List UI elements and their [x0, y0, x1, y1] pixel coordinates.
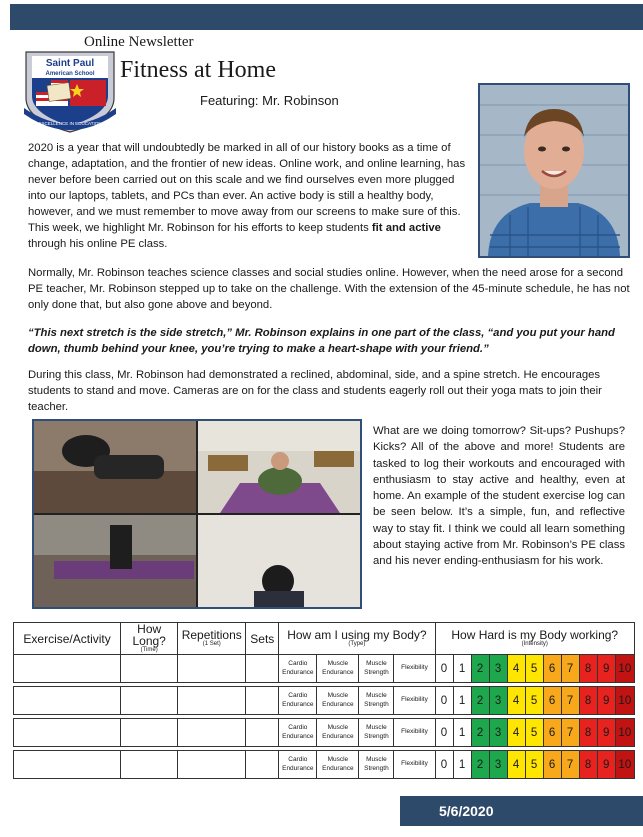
intensity-option[interactable]: 3 — [489, 687, 507, 715]
sets-cell[interactable] — [246, 655, 279, 683]
intensity-option[interactable]: 10 — [615, 687, 634, 715]
col-body-use: How am I using my Body? (Type) — [279, 623, 435, 655]
type-option[interactable]: Flexibility — [394, 655, 435, 683]
sets-cell[interactable] — [246, 719, 279, 747]
repetitions-cell[interactable] — [178, 751, 246, 779]
sets-cell[interactable] — [246, 687, 279, 715]
intensity-option[interactable]: 1 — [453, 687, 471, 715]
type-option[interactable]: Muscle Endurance — [317, 751, 359, 779]
exercise-log-table — [13, 622, 635, 779]
activity-cell[interactable] — [14, 719, 121, 747]
log-entry-row — [14, 719, 635, 747]
intensity-option[interactable]: 2 — [471, 655, 489, 683]
type-option[interactable]: Flexibility — [394, 751, 435, 779]
intensity-option[interactable]: 5 — [525, 687, 543, 715]
intensity-option[interactable]: 1 — [453, 655, 471, 683]
time-cell[interactable] — [121, 687, 178, 715]
type-option[interactable]: Muscle Endurance — [317, 719, 359, 747]
intensity-option[interactable]: 7 — [561, 719, 579, 747]
student-exercise-log — [13, 622, 635, 779]
repetitions-cell[interactable] — [178, 655, 246, 683]
type-option[interactable]: Cardio Endurance — [279, 655, 317, 683]
newsletter-kicker: Online Newsletter — [84, 34, 194, 50]
intensity-option[interactable]: 8 — [579, 687, 597, 715]
crest-name-line1: Saint Paul — [45, 58, 95, 69]
intensity-option[interactable]: 8 — [579, 719, 597, 747]
intensity-option[interactable]: 0 — [435, 751, 453, 779]
intensity-option[interactable]: 9 — [597, 719, 615, 747]
intensity-option[interactable]: 4 — [507, 687, 525, 715]
intensity-option[interactable]: 4 — [507, 719, 525, 747]
time-cell[interactable] — [121, 751, 178, 779]
intro-text-start: 2020 is a year that will undoubtedly be marked in all of our history books as a time of change, adaptation, and the frontier of new ideas. Online work, and online learning, has never before been carried out on this scale and we find ourselves even more plugged into our laptops, tablets, and PCs than ever. An active body is still a healthy body, however, and we must remember to move away from our screens to make sure of this. This week, we highlight Mr. Robinson for his efforts to keep students — [28, 142, 466, 234]
intensity-option[interactable]: 9 — [597, 687, 615, 715]
type-option[interactable]: Cardio Endurance — [279, 751, 317, 779]
intensity-option[interactable]: 8 — [579, 655, 597, 683]
background-paragraph: Normally, Mr. Robinson teaches science classes and social studies online. However, when the need arose for a second PE teacher, Mr. Robinson stepped up to take on the challenge. With the extension of the 45-minute schedule, he has not only done that, but also gone above and beyond. — [28, 267, 630, 311]
activity-cell[interactable] — [14, 751, 121, 779]
intensity-option[interactable]: 7 — [561, 687, 579, 715]
crest-name-line2: American School — [45, 71, 95, 77]
log-header-row — [14, 623, 635, 655]
issue-date: 5/6/2020 — [400, 796, 643, 826]
activity-cell[interactable] — [14, 655, 121, 683]
school-crest-logo — [18, 48, 122, 134]
type-option[interactable]: Cardio Endurance — [279, 719, 317, 747]
log-entry-row — [14, 751, 635, 779]
teacher-portrait-photo — [478, 83, 630, 258]
col-intensity: How Hard is my Body working? (Intensity) — [435, 623, 635, 655]
exercise-log-paragraph: What are we doing tomorrow? Sit-ups? Pushups? Kicks? All of the above and more! Students are tasked to log their workouts and encouraged with enthusiasm to stay active and healthy, even at home. An example of the student exercise log can be seen below. It’s a simple, fun, and reflective way to stay fit. I think we could all learn something about staying active from Mr. Robinson’s PE class and his never ending-enthusiasm for his work. — [373, 425, 625, 568]
intensity-option[interactable]: 2 — [471, 719, 489, 747]
intensity-option[interactable]: 5 — [525, 751, 543, 779]
type-option[interactable]: Muscle Strength — [359, 719, 394, 747]
page-title: Fitness at Home — [120, 57, 276, 83]
time-cell[interactable] — [121, 655, 178, 683]
col-how-long: How Long? (Time) — [121, 623, 178, 655]
intro-paragraph — [28, 140, 468, 252]
intensity-option[interactable]: 3 — [489, 719, 507, 747]
intensity-option[interactable]: 2 — [471, 687, 489, 715]
intensity-option[interactable]: 0 — [435, 719, 453, 747]
online-class-collage-photo — [32, 419, 362, 609]
intensity-option[interactable]: 1 — [453, 719, 471, 747]
intensity-option[interactable]: 6 — [543, 655, 561, 683]
intensity-option[interactable]: 2 — [471, 751, 489, 779]
intensity-option[interactable]: 10 — [615, 655, 634, 683]
intensity-option[interactable]: 3 — [489, 655, 507, 683]
type-option[interactable]: Muscle Strength — [359, 751, 394, 779]
log-entry-row — [14, 687, 635, 715]
type-option[interactable]: Muscle Endurance — [317, 655, 359, 683]
intensity-option[interactable]: 4 — [507, 751, 525, 779]
intro-emphasis: fit and active — [371, 222, 441, 234]
top-banner — [10, 4, 643, 30]
intensity-option[interactable]: 0 — [435, 655, 453, 683]
intensity-option[interactable]: 5 — [525, 719, 543, 747]
type-option[interactable]: Flexibility — [394, 687, 435, 715]
class-description-paragraph: During this class, Mr. Robinson had demonstrated a reclined, abdominal, side, and a spine stretch. He encourages students to stand and move. Cameras are on for the class and students eagerly roll out their yoga mats to join their teacher. — [28, 369, 602, 413]
col-repetitions: Repetitions (1 Set) — [178, 623, 246, 655]
intensity-option[interactable]: 4 — [507, 655, 525, 683]
crest-motto: EXCELLENCE IN EDUCATION — [38, 121, 102, 126]
intensity-option[interactable]: 6 — [543, 751, 561, 779]
intensity-option[interactable]: 7 — [561, 655, 579, 683]
repetitions-cell[interactable] — [178, 687, 246, 715]
intro-text-end: through his online PE class. — [28, 238, 168, 250]
type-option[interactable]: Muscle Strength — [359, 687, 394, 715]
activity-cell[interactable] — [14, 687, 121, 715]
col-sets: Sets — [246, 623, 279, 655]
sets-cell[interactable] — [246, 751, 279, 779]
intensity-option[interactable]: 1 — [453, 751, 471, 779]
col-exercise-activity: Exercise/Activity — [14, 623, 121, 655]
intensity-option[interactable]: 10 — [615, 719, 634, 747]
intensity-option[interactable]: 6 — [543, 719, 561, 747]
teacher-quote: “This next stretch is the side stretch,” Mr. Robinson explains in one part of the class, “and you put your hand down, thumb behind your knee, you’re trying to make a heart-shape with your friend.” — [28, 327, 615, 355]
intensity-option[interactable]: 3 — [489, 751, 507, 779]
intensity-option[interactable]: 6 — [543, 687, 561, 715]
intensity-option[interactable]: 7 — [561, 751, 579, 779]
intensity-option[interactable]: 10 — [615, 751, 634, 779]
type-option[interactable]: Cardio Endurance — [279, 687, 317, 715]
type-option[interactable]: Muscle Endurance — [317, 687, 359, 715]
type-option[interactable]: Flexibility — [394, 719, 435, 747]
time-cell[interactable] — [121, 719, 178, 747]
intensity-option[interactable]: 9 — [597, 751, 615, 779]
intensity-option[interactable]: 9 — [597, 655, 615, 683]
intensity-option[interactable]: 0 — [435, 687, 453, 715]
repetitions-cell[interactable] — [178, 719, 246, 747]
intensity-option[interactable]: 8 — [579, 751, 597, 779]
featuring-subtitle: Featuring: Mr. Robinson — [200, 93, 339, 108]
intensity-option[interactable]: 5 — [525, 655, 543, 683]
type-option[interactable]: Muscle Strength — [359, 655, 394, 683]
log-entry-row — [14, 655, 635, 683]
